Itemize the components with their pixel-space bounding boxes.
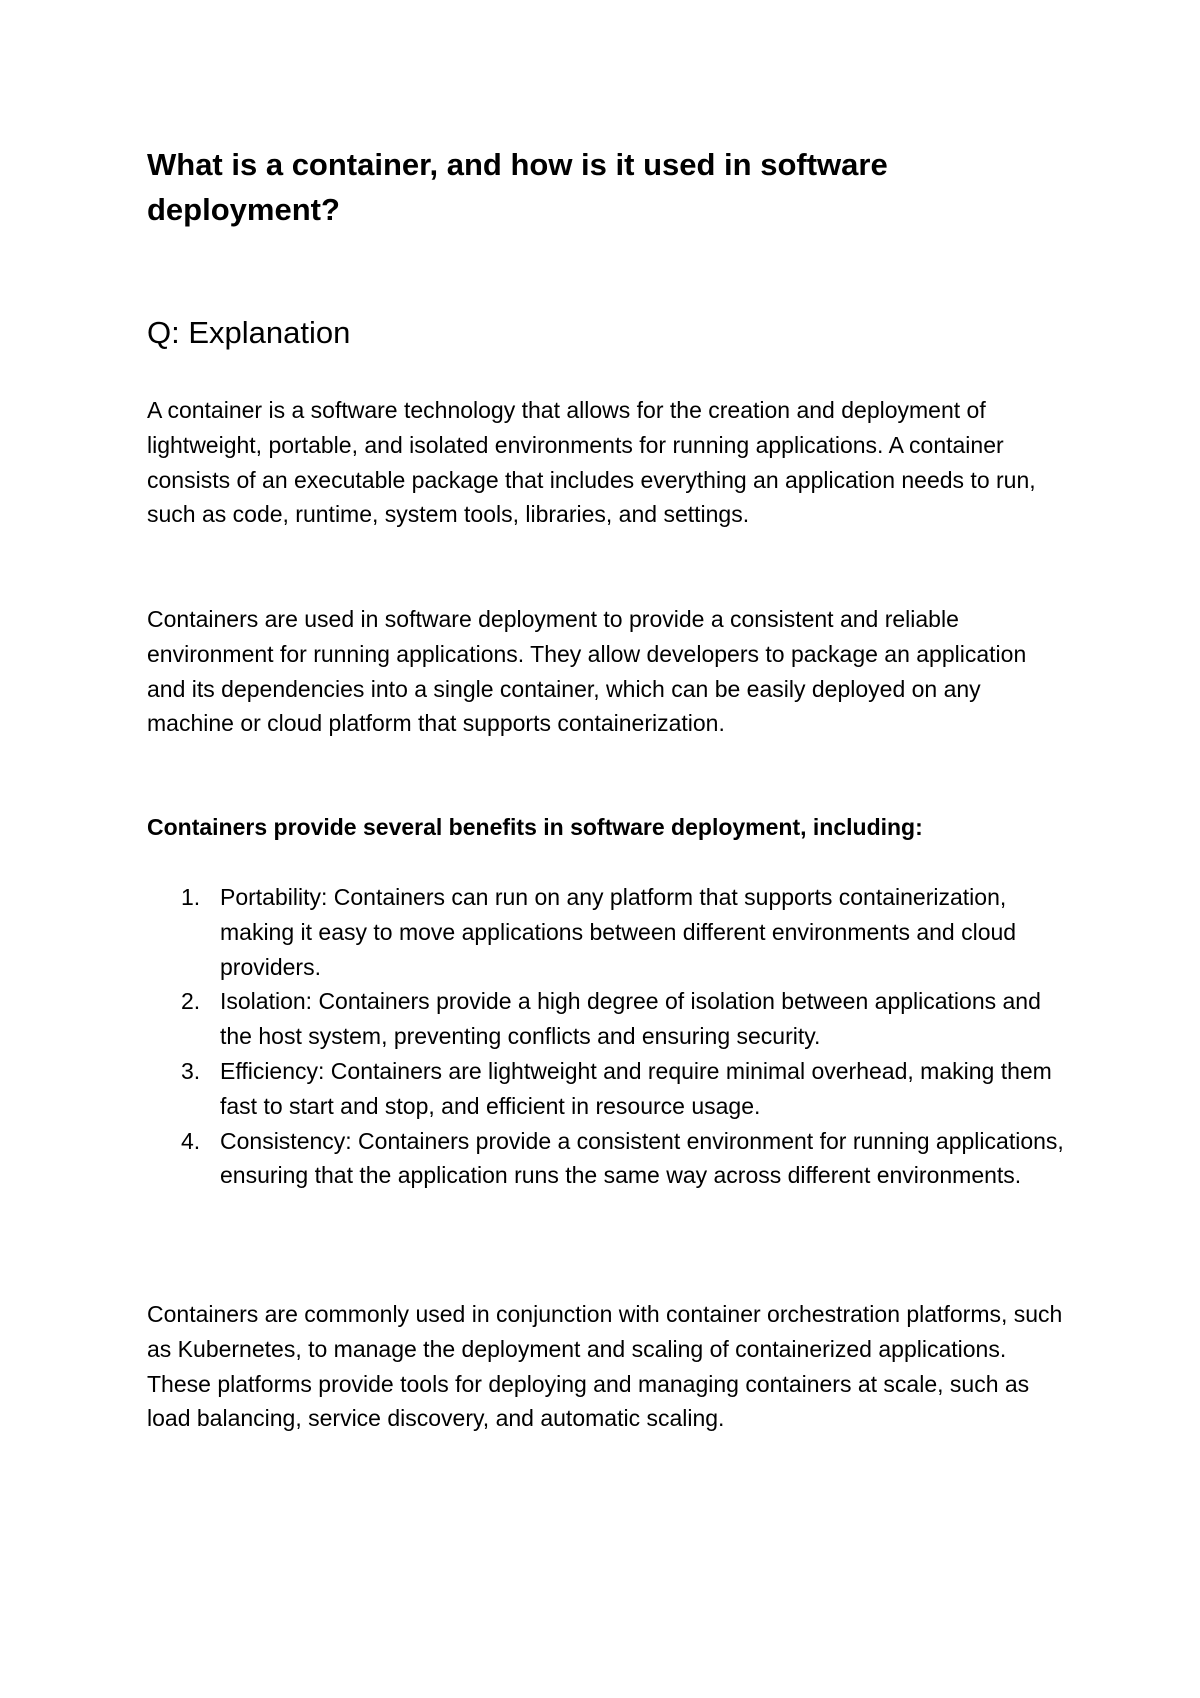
list-item-number: 2. — [181, 988, 201, 1015]
list-item-text: Isolation: Containers provide a high degree of isolation between applications and the host system, preventing conflicts and ensuring security. — [220, 988, 1041, 1050]
list-item-number: 3. — [181, 1057, 201, 1084]
list-item-text: Consistency: Containers provide a consistent environment for running applications, ensuring that the application runs the same way across different environments. — [220, 1127, 1064, 1189]
list-item — [147, 880, 1067, 984]
paragraph-definition: A container is a software technology that allows for the creation and deployment of lightweight, portable, and isolated environments for running applications. A container consists of an executable package that includes everything an application needs to run, such as code, runtime, system tools, libraries, and settings. — [147, 397, 1036, 528]
list-item-text: Efficiency: Containers are lightweight and require minimal overhead, making them fast to start and stop, and efficient in resource usage. — [220, 1057, 1052, 1119]
section-heading: Q: Explanation — [147, 315, 351, 350]
paragraph-orchestration: Containers are commonly used in conjunction with container orchestration platforms, such as Kubernetes, to manage the deployment and scaling of containerized applications. These platforms provide tools for deploying and managing containers at scale, such as load balancing, service discovery, and automatic scaling. — [147, 1301, 1063, 1432]
benefits-heading: Containers provide several benefits in software deployment, including: — [147, 814, 923, 840]
list-item — [147, 984, 1067, 1054]
list-item — [147, 1054, 1067, 1124]
benefits-list — [147, 880, 1067, 1193]
paragraph-usage: Containers are used in software deployment to provide a consistent and reliable environment for running applications. They allow developers to package an application and its dependencies into a single container, which can be easily deployed on any machine or cloud platform that supports containerization. — [147, 606, 1027, 737]
list-item-text: Portability: Containers can run on any platform that supports containerization, making it easy to move applications between different environments and cloud providers. — [220, 884, 1017, 980]
document-title: What is a container, and how is it used in software deployment? — [147, 147, 888, 227]
list-item — [147, 1124, 1067, 1194]
list-item-number: 1. — [181, 884, 201, 910]
list-item-number: 4. — [181, 1127, 201, 1154]
